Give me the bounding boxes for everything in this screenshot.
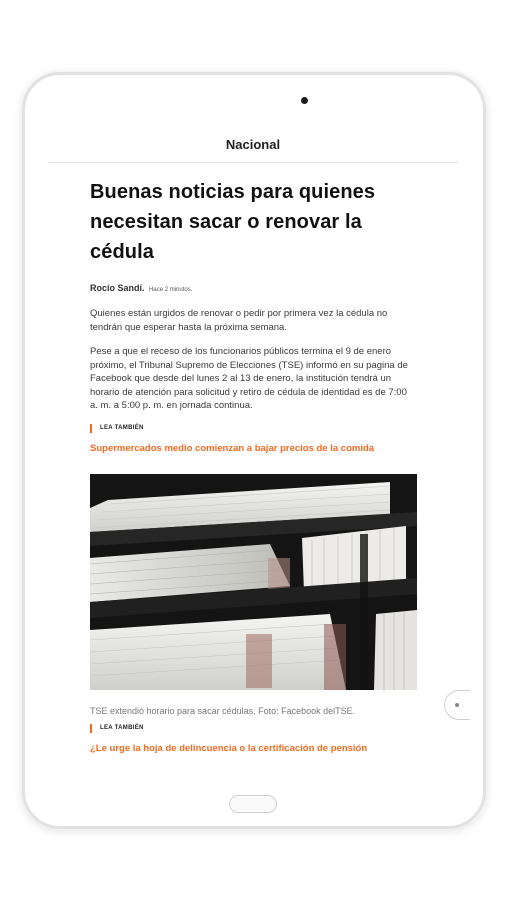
image-caption: TSE extendió horario para sacar cédulas. Foto: Facebook delTSE. — [90, 705, 356, 716]
article-paragraph: Pese a que el receso de los funcionarios públicos termina el 9 de enero próximo, el Tribunal Supremo de Elecciones (TSE) informó en su pagina de Facebook que desde del lunes 2 al 13 de enero, la institución tendrá un horario de atención para solicitud y retiro de cédula de identidad es de 7:00 a. m. a 5:00 p. m. en jornada continua. — [90, 346, 408, 411]
related-article-link[interactable]: ¿Le urge la hoja de delincuencia o la certificación de pensión — [90, 742, 368, 754]
article-title: Buenas noticias para quienes necesitan sacar o renovar la cédula — [90, 181, 376, 263]
section-title: Nacional — [225, 136, 281, 152]
author-name[interactable]: Rocío Sandí. — [90, 283, 145, 293]
chevron-left-icon[interactable] — [444, 690, 470, 720]
camera-icon — [301, 97, 308, 104]
related-article-link[interactable]: Supermercados medio comienzan a bajar precios de la comida — [90, 442, 375, 454]
related-label: LEA TAMBIÉN — [90, 424, 416, 433]
publish-time: Hace 2 minutos. — [149, 287, 193, 293]
article-photo — [90, 474, 417, 690]
home-button[interactable] — [229, 795, 277, 813]
byline — [90, 283, 416, 293]
app-screen — [48, 126, 458, 778]
article-paragraph: Quienes están urgidos de renovar o pedir por primera vez la cédula no tendrán que esperar hasta la próxima semana. — [90, 308, 388, 333]
related-label: LEA TAMBIÉN — [90, 724, 416, 733]
section-header — [48, 126, 458, 163]
article-body — [48, 177, 458, 754]
photo-drawers-image — [90, 474, 417, 690]
